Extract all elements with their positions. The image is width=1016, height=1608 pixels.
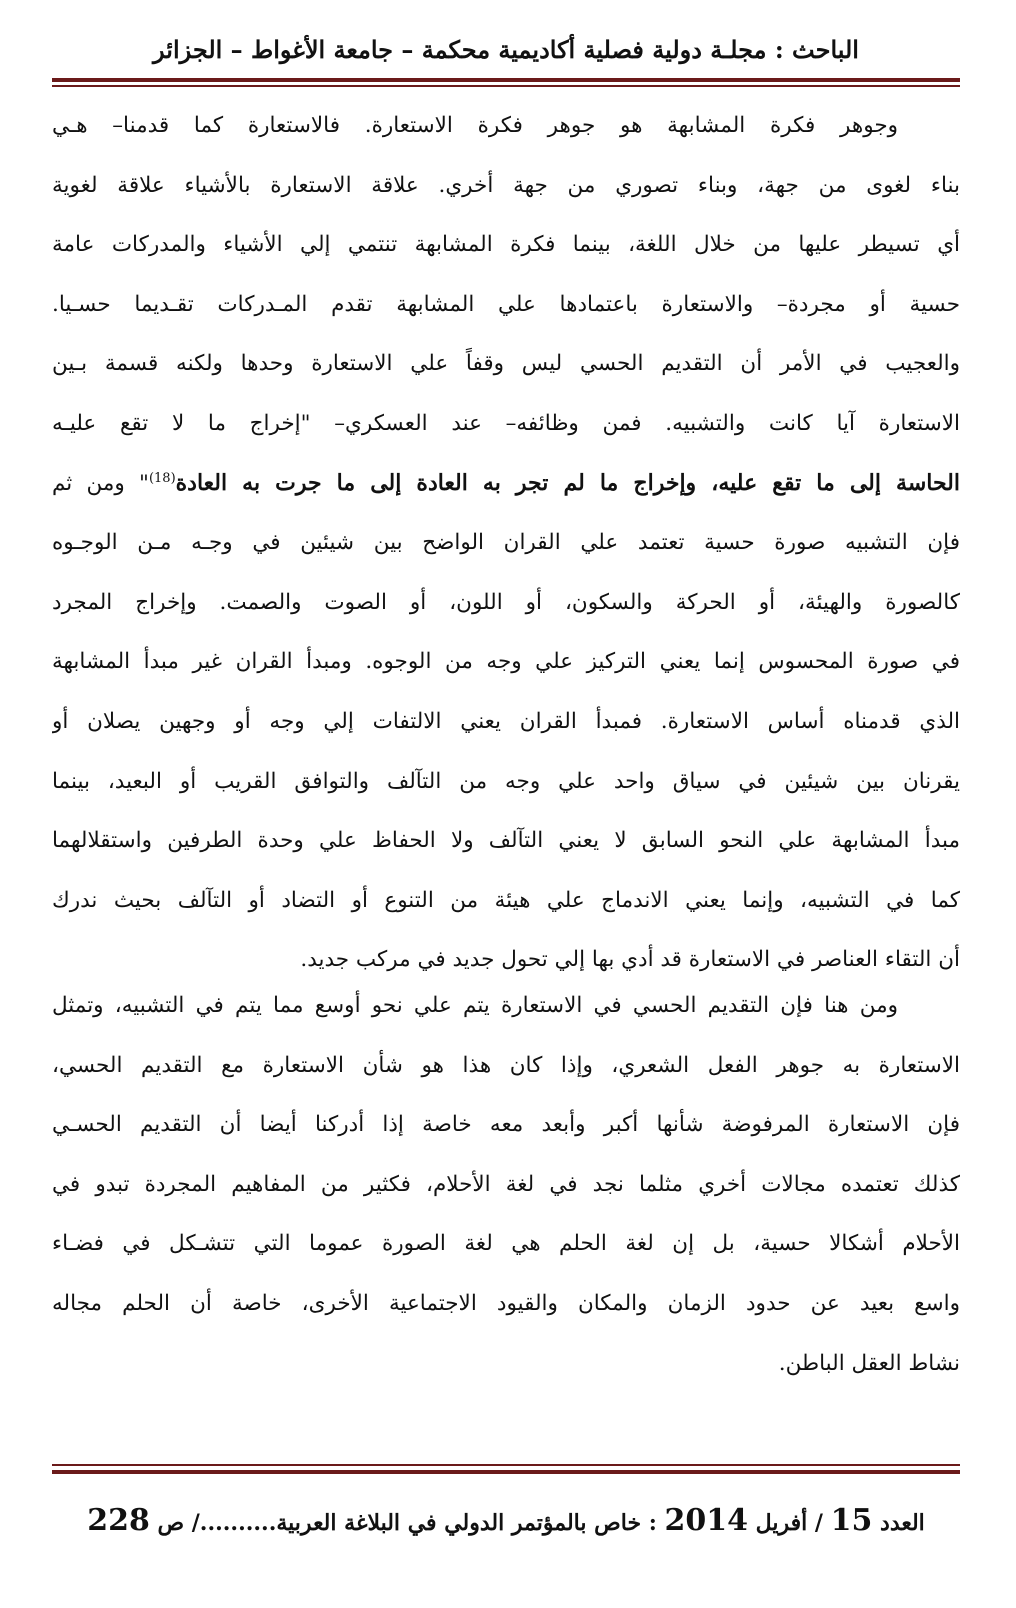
- text-line: بناء لغوى من جهة، وبناء تصوري من جهة أخري. علاقة الاستعارة بالأشياء علاقة لغوية: [52, 172, 960, 198]
- text-line: مبدأ المشابهة علي النحو السابق لا يعني التآلف ولا الحفاظ علي وحدة الطرفين واستقلالهما: [52, 828, 960, 854]
- quoted-text: الحاسة إلى ما تقع عليه، وإخراج ما لم تجر به العادة إلى ما جرت به العادة: [175, 469, 960, 496]
- page-number: 228: [87, 1503, 150, 1538]
- header-rule-thin: [52, 85, 960, 87]
- text-line: الذي قدمناه أساس الاستعارة. فمبدأ القران يعني الالتفات إلي وجه أو وجهين يصلان أو: [52, 708, 960, 734]
- issue-separator: /: [807, 1510, 831, 1536]
- text-line: نشاط العقل الباطن.: [778, 1350, 960, 1376]
- text-line: كذلك تعتمده مجالات أخري مثلما نجد في لغة الأحلام، فكثير من المفاهيم المجردة تبدو في: [52, 1171, 960, 1197]
- text-line: الأحلام أشكالا حسية، بل إن لغة الحلم هي لغة الصورة عموما التي تتشـكل في فضـاء: [52, 1231, 960, 1257]
- text-line: والعجيب في الأمر أن التقديم الحسي ليس وقفاً علي الاستعارة وحدها ولكنه قسمة بـين: [52, 351, 960, 377]
- text-line: ومن هنا فإن التقديم الحسي في الاستعارة يتم علي نحو أوسع مما يتم في التشبيه، وتمثل: [52, 993, 898, 1018]
- journal-footer: [52, 1493, 960, 1549]
- footer-line: [87, 1503, 925, 1538]
- text-line: وجوهر فكرة المشابهة هو جوهر فكرة الاستعارة. فالاستعارة كما قدمنا– هـي: [52, 113, 898, 138]
- text-line: الاستعارة آيا كانت والتشبيه. فمن وظائفه– عند العسكري– "إخراج ما لا تقع عليـه: [52, 410, 960, 436]
- issue-month: أفريل: [755, 1510, 808, 1536]
- special-issue-label: : خاص بالمؤتمر الدولي في البلاغة العربية........../ ص: [149, 1510, 665, 1536]
- issue-year: 2014: [664, 1503, 748, 1538]
- text-line: في صورة المحسوس إنما يعني التركيز علي وجه من الوجوه. ومبدأ القران غير مبدأ المشابهة: [52, 649, 960, 675]
- header-rule: [52, 78, 960, 82]
- footer-rule: [52, 1470, 960, 1474]
- paragraph-2: [52, 976, 960, 1393]
- issue-number: 15: [830, 1503, 873, 1538]
- journal-header: [52, 30, 960, 74]
- text-line: كما في التشبيه، وإنما يعني الاندماج علي هيئة من التنوع أو التضاد أو التآلف بحيث ندرك: [52, 887, 960, 913]
- text-line: الاستعارة به جوهر الفعل الشعري، وإذا كان هذا هو شأن الاستعارة مع التقديم الحسي،: [52, 1052, 960, 1078]
- text-line: يقرنان بين شيئين في سياق واحد علي وجه من التآلف والتوافق القريب أو البعيد، بينما: [52, 768, 960, 794]
- text-line: واسع بعيد عن حدود الزمان والمكان والقيود الاجتماعية الأخرى، خاصة أن الحلم مجاله: [52, 1290, 960, 1316]
- text-line: فإن التشبيه صورة حسية تعتمد علي القران الواضح بين شيئين في وجـه مـن الوجـوه: [52, 530, 960, 556]
- quote-tail: " ومن ثم: [52, 470, 149, 496]
- issue-label: العدد: [880, 1510, 925, 1536]
- text-line: فإن الاستعارة المرفوضة شأنها أكبر وأبعد معه خاصة إذا أدركنا أيضا أن التقديم الحسـي: [52, 1112, 960, 1138]
- footer-rule-thin: [52, 1464, 960, 1466]
- paragraph-1: [52, 96, 960, 990]
- text-line: أن التقاء العناصر في الاستعارة قد أدي بها إلي تحول جديد في مركب جديد.: [300, 947, 960, 973]
- journal-title: الباحث : مجلـة دولية فصلية أكاديمية محكمة – جامعة الأغواط – الجزائر: [153, 35, 859, 64]
- quote-line: [52, 454, 960, 514]
- text-line: أي تسيطر عليها من خلال اللغة، بينما فكرة المشابهة تنتمي إلي الأشياء والمدركات عامة: [52, 232, 960, 258]
- footnote-ref: (18): [148, 470, 176, 486]
- text-line: كالصورة والهيئة، أو الحركة والسكون، أو اللون، أو الصوت والصمت. وإخراج المجرد: [52, 589, 960, 615]
- text-line: حسية أو مجردة– والاستعارة باعتمادها علي المشابهة تقدم المـدركات تقـديما حسـيا.: [52, 291, 960, 317]
